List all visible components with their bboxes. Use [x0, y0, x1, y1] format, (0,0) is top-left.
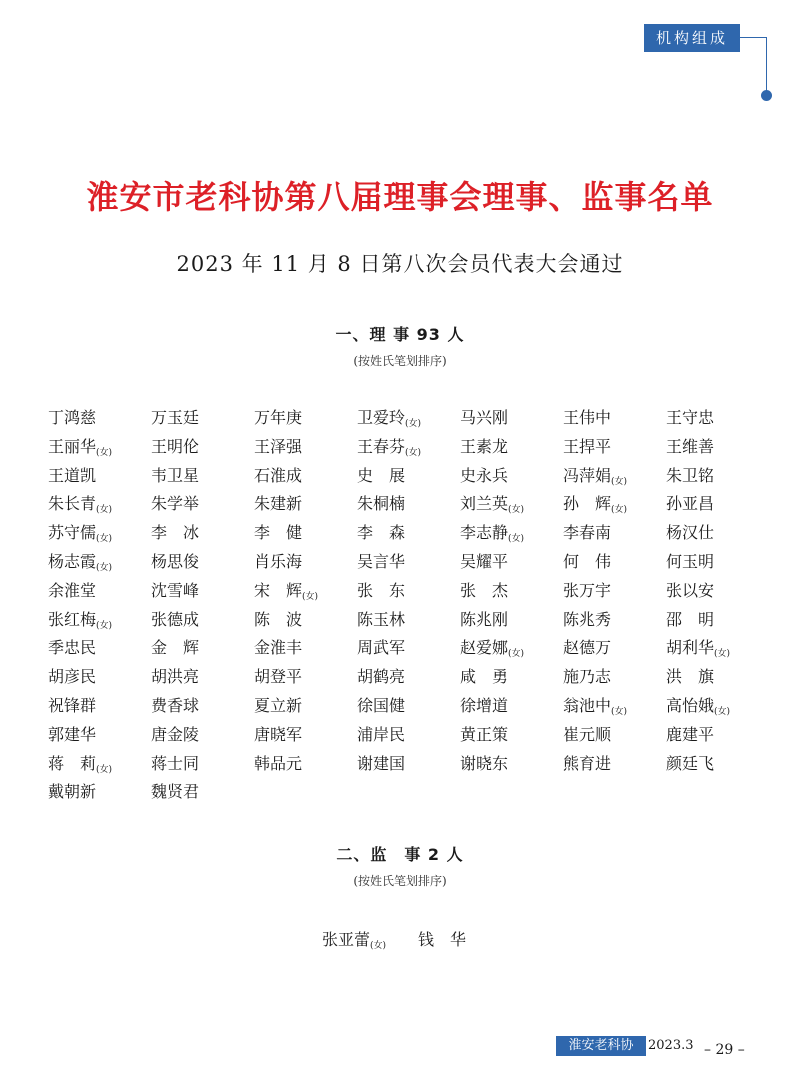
- directors-name: [460, 634, 563, 663]
- person-name: 鹿建平: [666, 724, 715, 744]
- person-name: 张 东: [357, 580, 406, 600]
- directors-name: [48, 548, 151, 577]
- person-name: 陈兆刚: [460, 609, 509, 629]
- person-name: 何 伟: [563, 551, 612, 571]
- directors-name: [460, 519, 563, 548]
- person-name: 王守忠: [666, 408, 715, 427]
- directors-name: [151, 750, 254, 779]
- person-name: 张德成: [151, 609, 200, 629]
- person-name: 苏守儒: [48, 523, 97, 543]
- directors-name: [563, 692, 666, 721]
- directors-name: [48, 606, 151, 635]
- person-name: 胡洪亮: [151, 667, 200, 687]
- person-name: 朱建新: [254, 494, 303, 514]
- directors-name: [563, 519, 666, 548]
- directors-name: [254, 548, 357, 577]
- female-mark: (女): [508, 649, 525, 660]
- person-name: 谢建国: [357, 753, 406, 773]
- person-name: 孙 辉: [563, 494, 612, 514]
- directors-name: [460, 692, 563, 721]
- person-name: 张万宇: [563, 580, 612, 600]
- directors-name: [151, 433, 254, 462]
- directors-name: [151, 634, 254, 663]
- directors-name: [357, 433, 460, 462]
- person-name: 马兴刚: [460, 408, 509, 427]
- person-name: 卫爱玲: [357, 408, 406, 427]
- person-name: 王维善: [666, 436, 715, 456]
- directors-name: [254, 634, 357, 663]
- directors-name: [666, 548, 769, 577]
- directors-name: [563, 634, 666, 663]
- person-name: 孙亚昌: [666, 494, 715, 514]
- supervisors-name: [418, 926, 466, 955]
- directors-name: [357, 577, 460, 606]
- directors-name: [357, 490, 460, 519]
- supervisors-sort-note: (按姓氏笔划排序): [353, 874, 447, 888]
- person-name: 徐国健: [357, 695, 406, 715]
- female-mark: (女): [611, 476, 628, 487]
- person-name: 李 冰: [151, 523, 200, 543]
- directors-name: [48, 692, 151, 721]
- directors-name: [151, 606, 254, 635]
- female-mark: (女): [611, 505, 628, 516]
- person-name: 王道凯: [48, 465, 97, 485]
- person-name: 丁鸿慈: [48, 408, 97, 427]
- directors-name: [151, 404, 254, 433]
- directors-name: [460, 721, 563, 750]
- person-name: 史永兵: [460, 465, 509, 485]
- female-mark: (女): [302, 591, 319, 602]
- directors-name: [563, 548, 666, 577]
- female-mark: (女): [96, 764, 113, 775]
- person-name: 季忠民: [48, 638, 97, 658]
- directors-name: [254, 519, 357, 548]
- person-name: 徐增道: [460, 695, 509, 715]
- person-name: 张亚蕾: [322, 930, 371, 949]
- directors-name: [48, 634, 151, 663]
- person-name: 胡利华: [666, 638, 715, 658]
- female-mark: (女): [96, 505, 113, 516]
- person-name: 熊育进: [563, 753, 612, 773]
- directors-name: [460, 490, 563, 519]
- person-name: 王捍平: [563, 436, 612, 456]
- directors-name: [563, 606, 666, 635]
- person-name: 王伟中: [563, 408, 612, 427]
- person-name: 洪 旗: [666, 667, 715, 687]
- person-name: 钱 华: [418, 930, 467, 949]
- person-name: 朱桐楠: [357, 494, 406, 514]
- person-name: 杨汉仕: [666, 523, 715, 543]
- female-mark: (女): [611, 706, 628, 717]
- person-name: 高怡娥: [666, 695, 715, 715]
- person-name: 李春南: [563, 523, 612, 543]
- person-name: 李 健: [254, 523, 303, 543]
- directors-name: [666, 462, 769, 491]
- person-name: 王春芬: [357, 436, 406, 456]
- person-name: 夏立新: [254, 695, 303, 715]
- directors-name: [666, 577, 769, 606]
- person-name: 陈 波: [254, 609, 303, 629]
- person-name: 金 辉: [151, 638, 200, 658]
- directors-name: [563, 462, 666, 491]
- person-name: 崔元顺: [563, 724, 612, 744]
- footer-publication: 淮安老科协: [556, 1036, 646, 1056]
- directors-name: [460, 548, 563, 577]
- female-mark: (女): [96, 562, 113, 573]
- female-mark: (女): [508, 534, 525, 545]
- person-name: 刘兰英: [460, 494, 509, 514]
- directors-name: [460, 663, 563, 692]
- tag-dot: [761, 90, 772, 101]
- person-name: 赵爱娜: [460, 638, 509, 658]
- person-name: 韦卫星: [151, 465, 200, 485]
- directors-name: [666, 404, 769, 433]
- person-name: 胡彦民: [48, 667, 97, 687]
- female-mark: (女): [96, 447, 113, 458]
- directors-name: [151, 663, 254, 692]
- page-number: – 29 –: [704, 1042, 745, 1058]
- directors-name: [563, 663, 666, 692]
- person-name: 张 杰: [460, 580, 509, 600]
- person-name: 金淮丰: [254, 638, 303, 658]
- person-name: 万年庚: [254, 408, 303, 427]
- person-name: 邵 明: [666, 609, 715, 629]
- directors-name: [254, 721, 357, 750]
- directors-name: [563, 490, 666, 519]
- person-name: 唐金陵: [151, 724, 200, 744]
- directors-name: [460, 577, 563, 606]
- directors-name: [151, 490, 254, 519]
- directors-name: [357, 721, 460, 750]
- person-name: 沈雪峰: [151, 580, 200, 600]
- directors-name: [563, 750, 666, 779]
- directors-name: [254, 404, 357, 433]
- directors-name: [666, 663, 769, 692]
- person-name: 史 展: [357, 465, 406, 485]
- person-name: 余淮堂: [48, 580, 97, 600]
- directors-name: [151, 577, 254, 606]
- directors-name: [254, 750, 357, 779]
- person-name: 陈玉林: [357, 609, 406, 629]
- directors-name: [254, 606, 357, 635]
- supervisors-name: [322, 926, 386, 955]
- directors-name: [48, 750, 151, 779]
- directors-name: [357, 606, 460, 635]
- directors-name: [563, 577, 666, 606]
- directors-name: [460, 433, 563, 462]
- directors-name: [460, 462, 563, 491]
- person-name: 王泽强: [254, 436, 303, 456]
- directors-name: [254, 433, 357, 462]
- page-title: 淮安市老科协第八届理事会理事、监事名单: [86, 178, 714, 216]
- directors-name: [48, 490, 151, 519]
- directors-name: [48, 462, 151, 491]
- person-name: 周武军: [357, 638, 406, 658]
- person-name: 万玉廷: [151, 408, 200, 427]
- tag-connector-horizontal: [740, 37, 767, 38]
- person-name: 吴耀平: [460, 551, 509, 571]
- person-name: 李 森: [357, 523, 406, 543]
- directors-name: [460, 750, 563, 779]
- directors-name: [666, 519, 769, 548]
- person-name: 唐晓军: [254, 724, 303, 744]
- directors-name: [151, 548, 254, 577]
- person-name: 浦岸民: [357, 724, 406, 744]
- directors-name: [254, 462, 357, 491]
- person-name: 朱卫铭: [666, 465, 715, 485]
- person-name: 谢晓东: [460, 753, 509, 773]
- footer-issue: 2023.3: [648, 1038, 694, 1053]
- female-mark: (女): [714, 649, 731, 660]
- directors-name: [563, 721, 666, 750]
- directors-name: [254, 692, 357, 721]
- person-name: 王丽华: [48, 436, 97, 456]
- directors-name: [254, 490, 357, 519]
- directors-name: [151, 519, 254, 548]
- person-name: 宋 辉: [254, 580, 303, 600]
- directors-name: [666, 606, 769, 635]
- supervisors-heading: 二、监 事 2 人: [336, 845, 464, 864]
- person-name: 韩品元: [254, 753, 303, 773]
- person-name: 陈兆秀: [563, 609, 612, 629]
- person-name: 何玉明: [666, 551, 715, 571]
- directors-name: [357, 634, 460, 663]
- person-name: 杨思俊: [151, 551, 200, 571]
- person-name: 蒋 莉: [48, 753, 97, 773]
- female-mark: (女): [714, 706, 731, 717]
- directors-name: [151, 462, 254, 491]
- person-name: 赵德万: [563, 638, 612, 658]
- female-mark: (女): [370, 941, 387, 951]
- person-name: 冯萍娟: [563, 465, 612, 485]
- directors-name: [666, 490, 769, 519]
- person-name: 黄正策: [460, 724, 509, 744]
- person-name: 石淮成: [254, 465, 303, 485]
- person-name: 肖乐海: [254, 551, 303, 571]
- directors-name: [254, 663, 357, 692]
- directors-list: [48, 404, 768, 807]
- person-name: 朱长青: [48, 494, 97, 514]
- directors-name: [357, 519, 460, 548]
- directors-name: [48, 778, 151, 807]
- directors-name: [357, 462, 460, 491]
- person-name: 朱学举: [151, 494, 200, 514]
- directors-name: [48, 721, 151, 750]
- directors-name: [460, 404, 563, 433]
- person-name: 蒋士同: [151, 753, 200, 773]
- directors-name: [666, 721, 769, 750]
- tag-connector-vertical: [766, 37, 767, 94]
- person-name: 杨志霞: [48, 551, 97, 571]
- directors-name: [48, 404, 151, 433]
- directors-name: [357, 548, 460, 577]
- person-name: 胡鹤亮: [357, 667, 406, 687]
- directors-name: [357, 750, 460, 779]
- person-name: 王明伦: [151, 436, 200, 456]
- directors-name: [666, 433, 769, 462]
- person-name: 郭建华: [48, 724, 97, 744]
- directors-name: [666, 750, 769, 779]
- directors-name: [460, 606, 563, 635]
- directors-name: [48, 433, 151, 462]
- directors-name: [48, 577, 151, 606]
- directors-name: [151, 778, 254, 807]
- person-name: 张红梅: [48, 609, 97, 629]
- person-name: 胡登平: [254, 667, 303, 687]
- person-name: 戴朝新: [48, 782, 97, 802]
- female-mark: (女): [96, 620, 113, 631]
- person-name: 费香球: [151, 695, 200, 715]
- directors-name: [151, 692, 254, 721]
- directors-name: [357, 692, 460, 721]
- directors-sort-note: (按姓氏笔划排序): [353, 354, 447, 368]
- directors-name: [48, 663, 151, 692]
- person-name: 魏贤君: [151, 782, 200, 802]
- person-name: 施乃志: [563, 667, 612, 687]
- person-name: 咸 勇: [460, 667, 509, 687]
- directors-heading: 一、理 事 93 人: [335, 325, 465, 344]
- person-name: 张以安: [666, 580, 715, 600]
- section-tag: 机构组成: [644, 24, 740, 52]
- person-name: 王素龙: [460, 436, 509, 456]
- female-mark: (女): [405, 419, 422, 429]
- person-name: 李志静: [460, 523, 509, 543]
- directors-name: [563, 433, 666, 462]
- directors-name: [666, 634, 769, 663]
- page-subtitle: 2023 年 11 月 8 日第八次会员代表大会通过: [176, 252, 624, 276]
- person-name: 祝锋群: [48, 695, 97, 715]
- directors-name: [48, 519, 151, 548]
- directors-name: [151, 721, 254, 750]
- female-mark: (女): [405, 447, 422, 458]
- directors-name: [254, 577, 357, 606]
- directors-name: [666, 692, 769, 721]
- person-name: 吴言华: [357, 551, 406, 571]
- female-mark: (女): [508, 505, 525, 516]
- person-name: 翁池中: [563, 695, 612, 715]
- person-name: 颜廷飞: [666, 753, 715, 773]
- directors-name: [357, 663, 460, 692]
- supervisors-list: [322, 926, 498, 955]
- directors-name: [357, 404, 460, 433]
- female-mark: (女): [96, 534, 113, 545]
- directors-name: [563, 404, 666, 433]
